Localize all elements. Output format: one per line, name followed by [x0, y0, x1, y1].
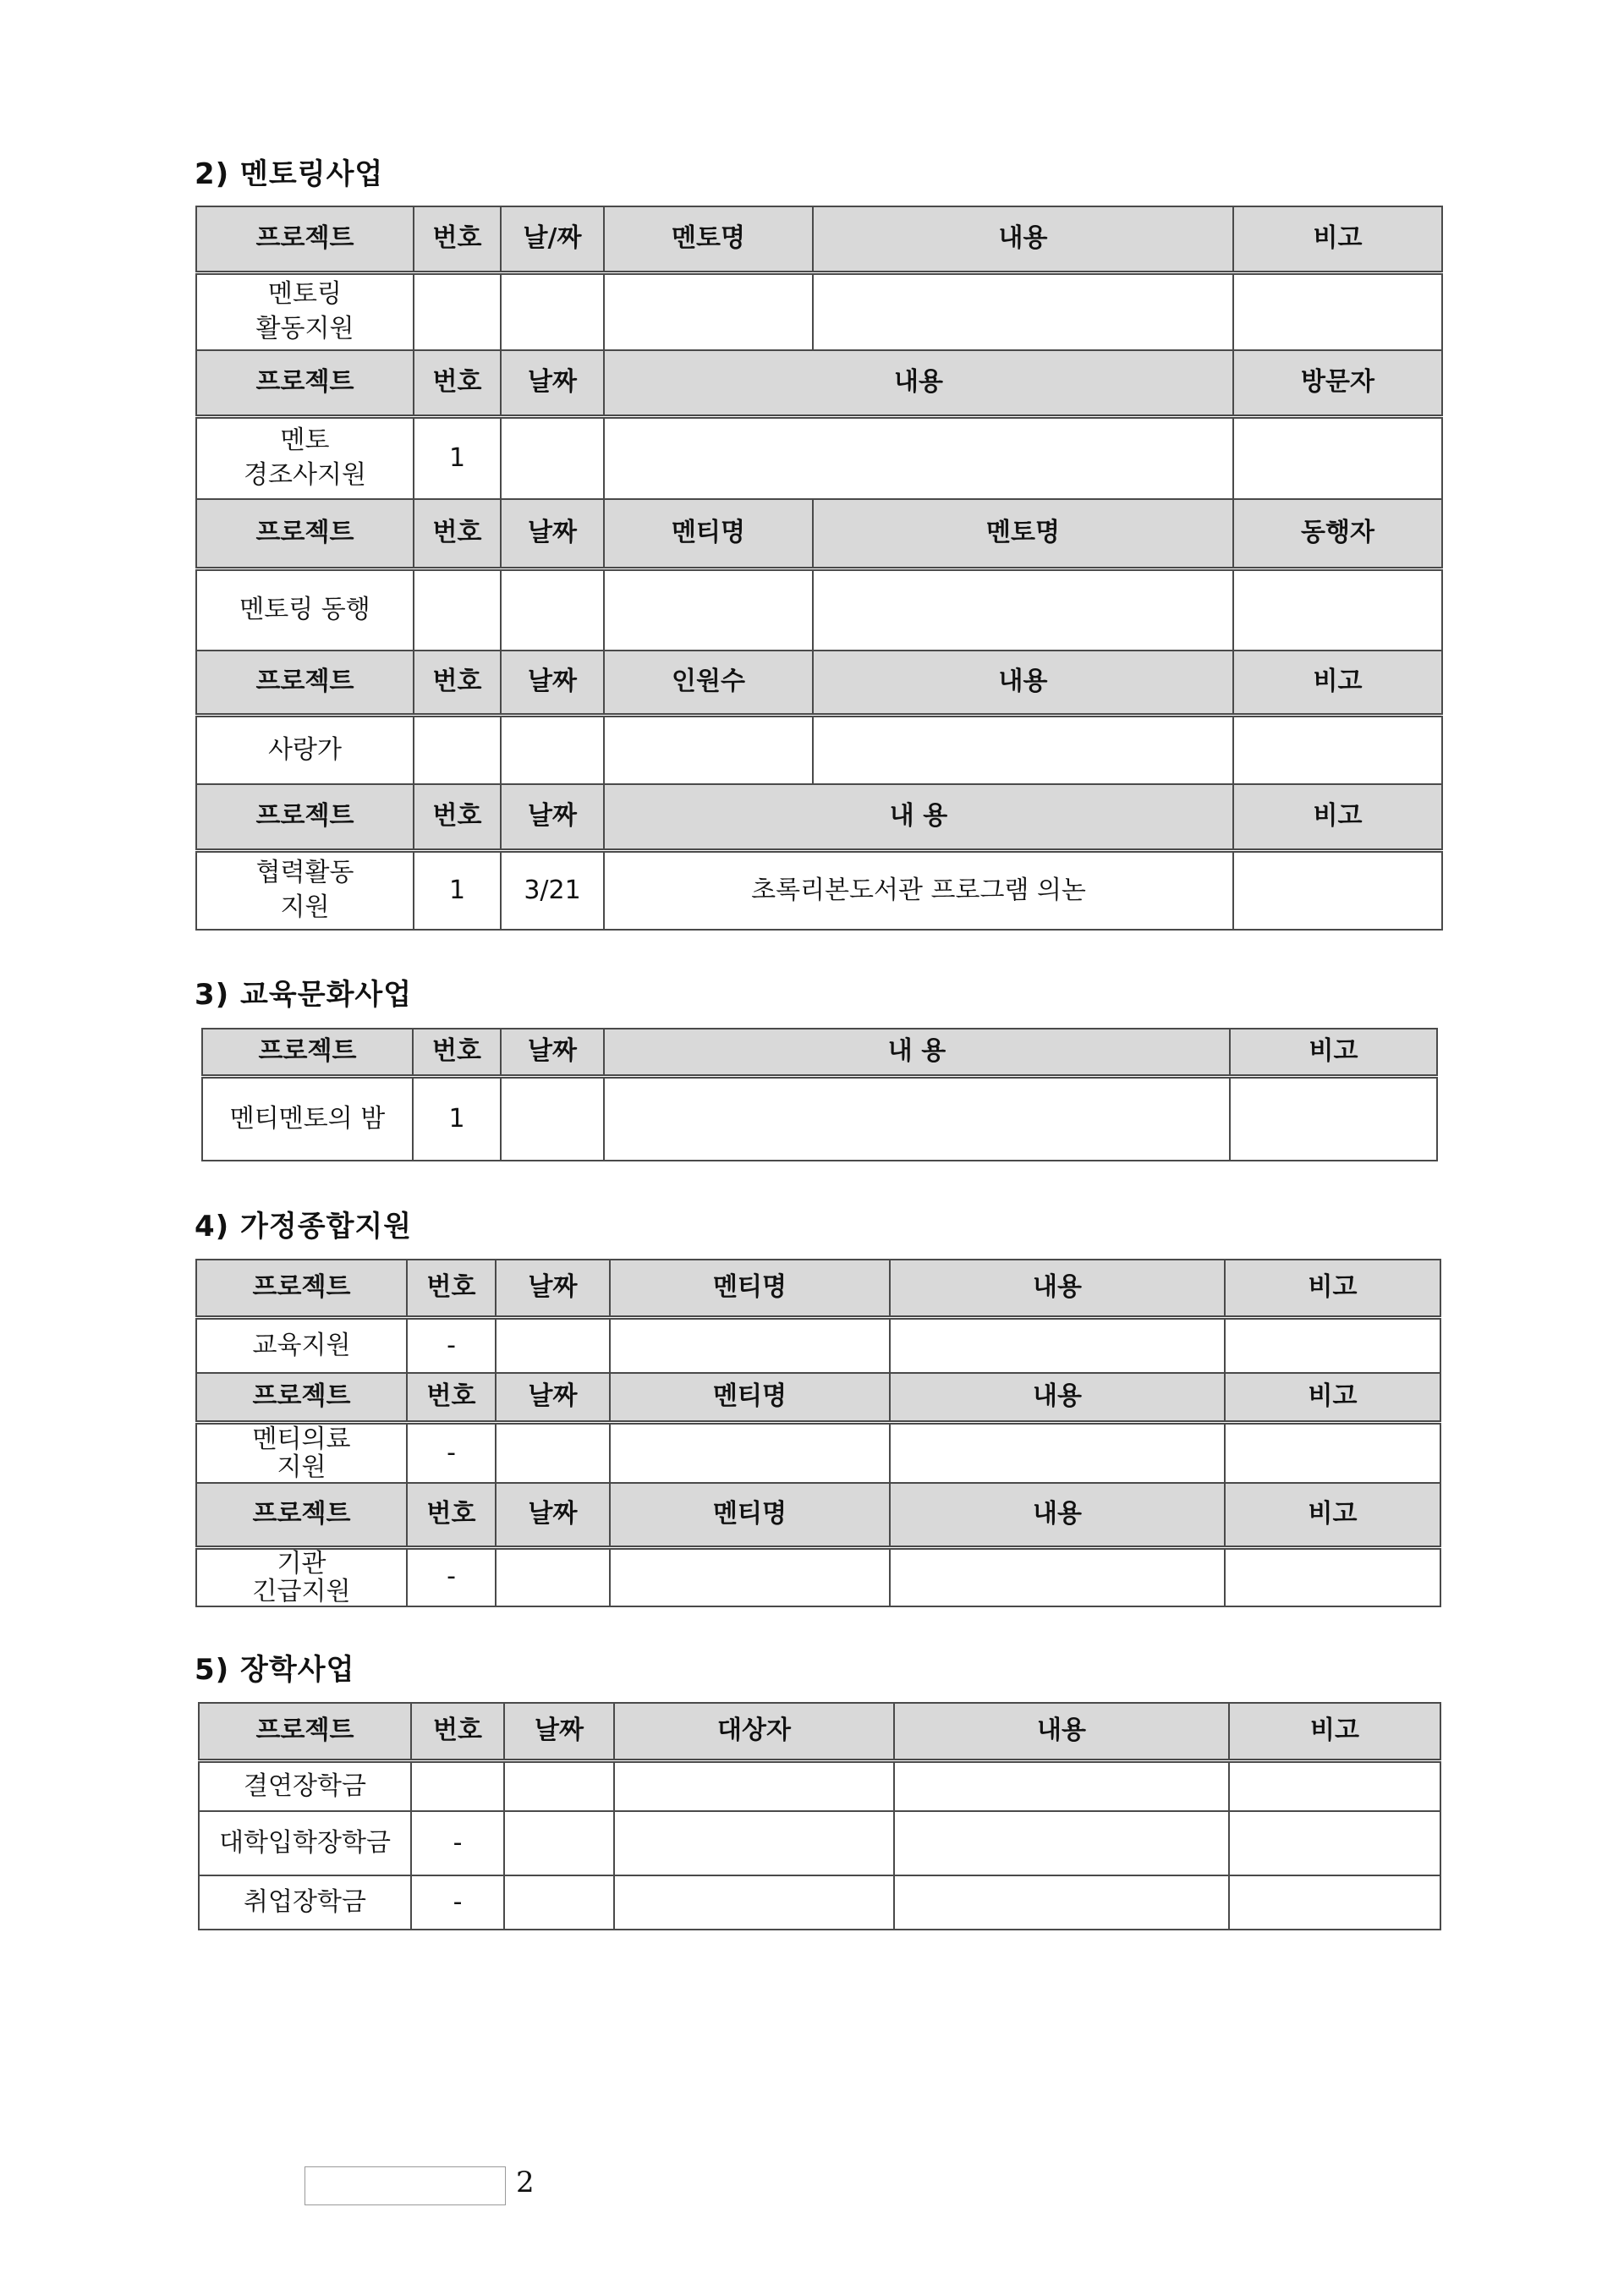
- header-cell: 멘티명: [610, 1373, 890, 1422]
- table-cell: [414, 272, 501, 350]
- table-cell: [890, 1422, 1225, 1483]
- table-header-row: [202, 1029, 1437, 1076]
- project-cell: 멘토링 활동지원: [196, 272, 414, 350]
- table-cell: 1: [413, 1076, 501, 1161]
- project-cell: 취업장학금: [199, 1875, 411, 1930]
- table-cell: [604, 715, 813, 784]
- footer-box: [304, 2166, 506, 2205]
- table-cell: [1229, 1811, 1440, 1875]
- table-row: [199, 1875, 1440, 1930]
- project-cell: 기관 긴급지원: [196, 1547, 407, 1606]
- mentoring-table: [195, 206, 1443, 931]
- table-cell: [414, 715, 501, 784]
- table-header-row: [196, 350, 1442, 416]
- table-cell: [614, 1875, 894, 1930]
- table-row: [196, 850, 1442, 930]
- project-cell: 결연장학금: [199, 1760, 411, 1811]
- table-row: [196, 416, 1442, 499]
- table-cell: [496, 1317, 610, 1373]
- table-cell: [1233, 272, 1442, 350]
- project-cell: 멘토링 동행: [196, 568, 414, 651]
- project-cell: 멘토 경조사지원: [196, 416, 414, 499]
- table-header-row: [196, 499, 1442, 568]
- header-cell: 멘토명: [813, 499, 1233, 568]
- header-cell: 비고: [1233, 784, 1442, 850]
- table-cell: -: [411, 1811, 504, 1875]
- education-culture-table: [201, 1028, 1438, 1161]
- header-cell: 번호: [414, 651, 501, 715]
- header-cell: 프로젝트: [196, 1260, 407, 1317]
- table-cell: [496, 1422, 610, 1483]
- header-cell: 비고: [1225, 1373, 1440, 1422]
- header-cell: 날짜: [501, 499, 604, 568]
- table-cell: [504, 1811, 614, 1875]
- header-cell: 번호: [413, 1029, 501, 1076]
- table-cell: -: [407, 1422, 496, 1483]
- table-cell: [604, 1076, 1230, 1161]
- header-cell: 내용: [604, 350, 1233, 416]
- table-header-row: [196, 784, 1442, 850]
- table-cell: [604, 568, 813, 651]
- project-cell: 멘티의료 지원: [196, 1422, 407, 1483]
- table-cell: [610, 1422, 890, 1483]
- table-cell: -: [407, 1317, 496, 1373]
- header-cell: 멘토명: [604, 206, 813, 272]
- section-title-scholarship: 5) 장학사업: [195, 1653, 355, 1687]
- table-cell: [610, 1317, 890, 1373]
- section-title-education-culture: 3) 교육문화사업: [195, 978, 413, 1012]
- header-cell: 프로젝트: [196, 350, 414, 416]
- header-cell: 날짜: [501, 651, 604, 715]
- header-cell: 프로젝트: [196, 651, 414, 715]
- table-cell: [610, 1547, 890, 1606]
- header-cell: 비고: [1229, 1703, 1440, 1760]
- section-title-mentoring: 2) 멘토링사업: [195, 157, 384, 191]
- table-cell: [1225, 1422, 1440, 1483]
- project-cell: 사랑가: [196, 715, 414, 784]
- header-cell: 날짜: [504, 1703, 614, 1760]
- table-cell: [614, 1811, 894, 1875]
- table-cell: 3/21: [501, 850, 604, 930]
- table-cell: 초록리본도서관 프로그램 의논: [604, 850, 1233, 930]
- table-cell: [813, 272, 1233, 350]
- table-header-row: [196, 206, 1442, 272]
- table-cell: [501, 568, 604, 651]
- table-cell: [414, 568, 501, 651]
- header-cell: 동행자: [1233, 499, 1442, 568]
- header-cell: 내 용: [604, 784, 1233, 850]
- table-row: [202, 1076, 1437, 1161]
- table-cell: [1233, 568, 1442, 651]
- table-cell: [501, 715, 604, 784]
- header-cell: 비고: [1233, 651, 1442, 715]
- header-cell: 멘티명: [610, 1260, 890, 1317]
- header-cell: 내용: [813, 206, 1233, 272]
- header-cell: 번호: [407, 1483, 496, 1547]
- table-row: [199, 1811, 1440, 1875]
- table-row: [196, 272, 1442, 350]
- scholarship-table: [198, 1702, 1441, 1930]
- header-cell: 멘티명: [604, 499, 813, 568]
- table-cell: [894, 1760, 1229, 1811]
- table-row: [199, 1760, 1440, 1811]
- table-cell: [1225, 1317, 1440, 1373]
- table-cell: [501, 416, 604, 499]
- table-header-row: [199, 1703, 1440, 1760]
- table-cell: -: [407, 1547, 496, 1606]
- table-cell: [411, 1760, 504, 1811]
- header-cell: 비고: [1233, 206, 1442, 272]
- header-cell: 프로젝트: [199, 1703, 411, 1760]
- table-cell: [813, 715, 1233, 784]
- table-row: [196, 715, 1442, 784]
- header-cell: 인원수: [604, 651, 813, 715]
- page-number: 2: [516, 2166, 535, 2199]
- table-header-row: [196, 1483, 1440, 1547]
- table-cell: [604, 272, 813, 350]
- header-cell: 날짜: [501, 350, 604, 416]
- table-cell: [894, 1875, 1229, 1930]
- header-cell: 날/짜: [501, 206, 604, 272]
- project-cell: 협력활동 지원: [196, 850, 414, 930]
- table-row: [196, 1317, 1440, 1373]
- table-cell: [604, 416, 1233, 499]
- header-cell: 번호: [407, 1373, 496, 1422]
- table-cell: [1229, 1760, 1440, 1811]
- table-cell: -: [411, 1875, 504, 1930]
- table-cell: [1229, 1875, 1440, 1930]
- table-cell: [504, 1875, 614, 1930]
- table-cell: [1233, 850, 1442, 930]
- table-cell: [1230, 1076, 1437, 1161]
- header-cell: 프로젝트: [196, 499, 414, 568]
- header-cell: 내용: [890, 1483, 1225, 1547]
- table-cell: [504, 1760, 614, 1811]
- header-cell: 날짜: [496, 1373, 610, 1422]
- header-cell: 번호: [414, 784, 501, 850]
- header-cell: 날짜: [496, 1260, 610, 1317]
- header-cell: 프로젝트: [202, 1029, 413, 1076]
- header-cell: 내용: [890, 1373, 1225, 1422]
- table-cell: [614, 1760, 894, 1811]
- header-cell: 프로젝트: [196, 206, 414, 272]
- header-cell: 프로젝트: [196, 784, 414, 850]
- header-cell: 번호: [407, 1260, 496, 1317]
- table-header-row: [196, 651, 1442, 715]
- project-cell: 멘티멘토의 밤: [202, 1076, 413, 1161]
- header-cell: 날짜: [501, 784, 604, 850]
- header-cell: 대상자: [614, 1703, 894, 1760]
- table-cell: [501, 1076, 604, 1161]
- header-cell: 날짜: [496, 1483, 610, 1547]
- table-cell: [1233, 715, 1442, 784]
- header-cell: 내 용: [604, 1029, 1230, 1076]
- table-cell: [894, 1811, 1229, 1875]
- table-cell: 1: [414, 416, 501, 499]
- table-cell: [1233, 416, 1442, 499]
- header-cell: 비고: [1225, 1483, 1440, 1547]
- header-cell: 번호: [411, 1703, 504, 1760]
- header-cell: 프로젝트: [196, 1483, 407, 1547]
- header-cell: 내용: [894, 1703, 1229, 1760]
- table-row: [196, 1422, 1440, 1483]
- table-cell: [813, 568, 1233, 651]
- table-row: [196, 568, 1442, 651]
- header-cell: 프로젝트: [196, 1373, 407, 1422]
- header-cell: 날짜: [501, 1029, 604, 1076]
- table-cell: [501, 272, 604, 350]
- header-cell: 비고: [1225, 1260, 1440, 1317]
- header-cell: 내용: [813, 651, 1233, 715]
- project-cell: 교육지원: [196, 1317, 407, 1373]
- project-cell: 대학입학장학금: [199, 1811, 411, 1875]
- table-cell: [890, 1547, 1225, 1606]
- section-title-family-support: 4) 가정종합지원: [195, 1210, 413, 1244]
- table-cell: [1225, 1547, 1440, 1606]
- table-header-row: [196, 1373, 1440, 1422]
- header-cell: 번호: [414, 206, 501, 272]
- family-support-table: [195, 1259, 1441, 1607]
- header-cell: 내용: [890, 1260, 1225, 1317]
- header-cell: 멘티명: [610, 1483, 890, 1547]
- table-cell: [496, 1547, 610, 1606]
- table-header-row: [196, 1260, 1440, 1317]
- header-cell: 번호: [414, 350, 501, 416]
- table-cell: 1: [414, 850, 501, 930]
- header-cell: 방문자: [1233, 350, 1442, 416]
- table-row: [196, 1547, 1440, 1606]
- header-cell: 비고: [1230, 1029, 1437, 1076]
- header-cell: 번호: [414, 499, 501, 568]
- table-cell: [890, 1317, 1225, 1373]
